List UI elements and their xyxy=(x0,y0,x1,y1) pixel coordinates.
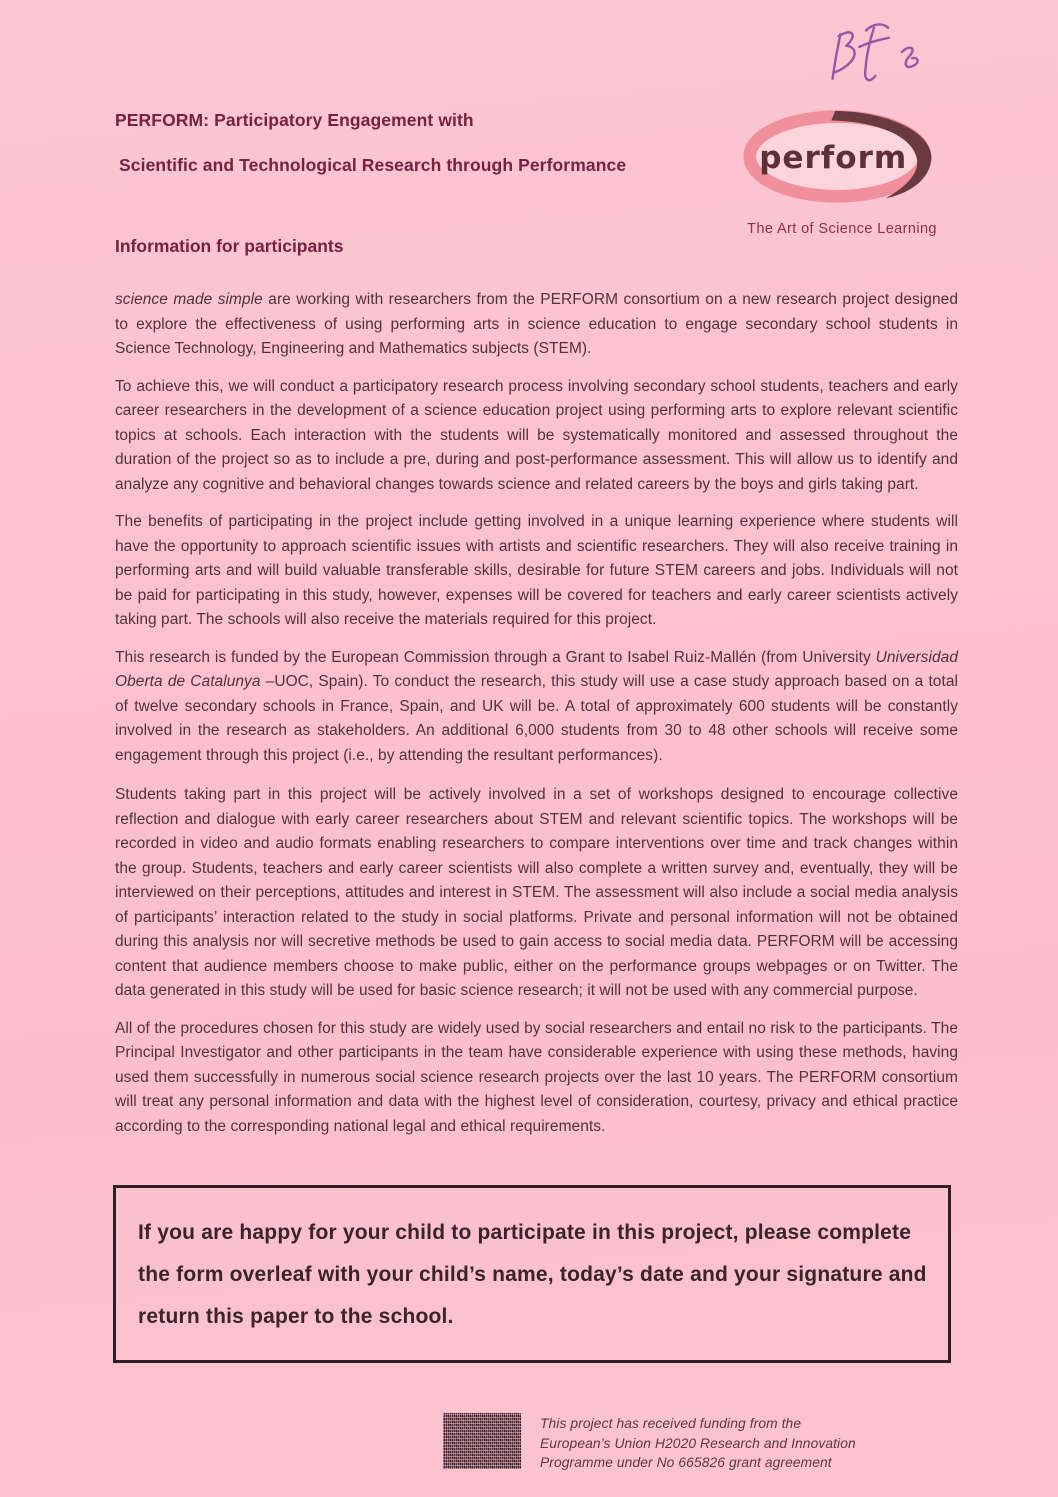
paragraph-2: To achieve this, we will conduct a participatory research process involving secondary school students, teachers and early career researchers in the development of a science education project using performing arts to explore relevant scientific topics at schools. Each interaction with the students will be systematically monitored and assessed throughout the duration of the project so as to include a pre, during and post-performance assessment. This will allow us to identify and analyze any cognitive and behavioral changes towards science and related careers by the boys and girls taking part. xyxy=(115,377,958,493)
title-line-2: Scientific and Technological Research through Performance xyxy=(119,155,627,175)
paragraph-4-italic: Universidad Oberta de Catalunya xyxy=(115,648,958,690)
paragraph-5: Students taking part in this project will be actively involved in a set of workshops designed to encourage collective reflection and dialogue with early career researchers about STEM and relevant scientific topics. The workshops will be recorded in video and audio formats enabling researchers to compare interventions over time and track changes within the group. Students, teachers and early career scientists will also complete a written survey and, eventually, they will be interviewed on their perceptions, attitudes and interest in STEM. The assessment will also include a social media analysis of participants’ interaction related to the study in social platforms. Private and personal information will not be obtained during this analysis nor will secretive methods be used to gain access to social media data. PERFORM will be accessing content that audience members choose to make public, either on the performance groups webpages or on Twitter. The data generated in this study will be used for basic science research; it will not be used with any commercial purpose. xyxy=(115,786,958,999)
consent-box-text: If you are happy for your child to participate in this project, please complete the form overleaf with your child’s name, today’s date and your signature and return this paper to the school. xyxy=(138,1221,927,1328)
title-line-1: PERFORM: Participatory Engagement with xyxy=(115,110,474,130)
paragraph-4 xyxy=(115,646,958,769)
paragraph-1-italic-lead: science made simple xyxy=(115,291,263,308)
funding-line-2: European’s Union H2020 Research and Innovation xyxy=(540,1435,856,1451)
paragraph-1-text: are working with researchers from the PERFORM consortium on a new research project designed to explore the effectiveness of using performing arts in science education to engage secondary school students in Science Technology, Engineering and Mathematics subjects (STEM). xyxy=(115,291,958,357)
perform-logo xyxy=(740,104,944,237)
paragraph-4-before: This research is funded by the European Commission through a Grant to Isabel Ruiz-Mallén (from University xyxy=(115,648,876,666)
paragraph-1 xyxy=(115,288,958,362)
section-heading: Information for participants xyxy=(115,236,344,256)
perform-logo-icon xyxy=(740,104,944,208)
funding-line-3: Programme under No 665826 grant agreement xyxy=(540,1455,832,1470)
handwriting-icon xyxy=(819,15,924,98)
funding-statement xyxy=(540,1414,870,1473)
paragraph-6: All of the procedures chosen for this study are widely used by social researchers and entail no risk to the participants. The Principal Investigator and other participants in the team have considerable experience with using these methods, having used them successfully in numerous social science research projects over the last 10 years. The PERFORM consortium will treat any personal information and data with the highest level of consideration, courtesy, privacy and ethical practice according to the corresponding national legal and ethical requirements. xyxy=(115,1019,958,1135)
document-title xyxy=(115,110,735,176)
logo-wordmark: perform xyxy=(759,140,908,177)
funding-line-1: This project has received funding from the xyxy=(540,1416,802,1431)
logo-tagline: The Art of Science Learning xyxy=(747,221,937,237)
eu-flag-icon xyxy=(443,1413,521,1469)
paragraph-4-after: –UOC, Spain). To conduct the research, this study will use a case study approach based on a total of twelve secondary schools in France, Spain, and UK will be. A total of approximately 600 students will be constantly involved in the research as stakeholders. An additional 6,000 students from 30 to 48 other schools will receive some engagement through this project (i.e., by attending the resultant performances). xyxy=(115,673,958,764)
paragraph-3: The benefits of participating in the project include getting involved in a unique learning experience where students will have the opportunity to approach scientific issues with artists and scientific researchers. They will also receive training in performing arts and will build valuable transferable skills, desirable for future STEM careers and jobs. Individuals will not be paid for participating in this study, however, expenses will be covered for teachers and early career scientists actively taking part. The schools will also receive the materials required for this project. xyxy=(115,513,958,628)
consent-box xyxy=(113,1185,951,1363)
handwritten-note xyxy=(819,15,924,98)
body-content xyxy=(115,288,958,1152)
